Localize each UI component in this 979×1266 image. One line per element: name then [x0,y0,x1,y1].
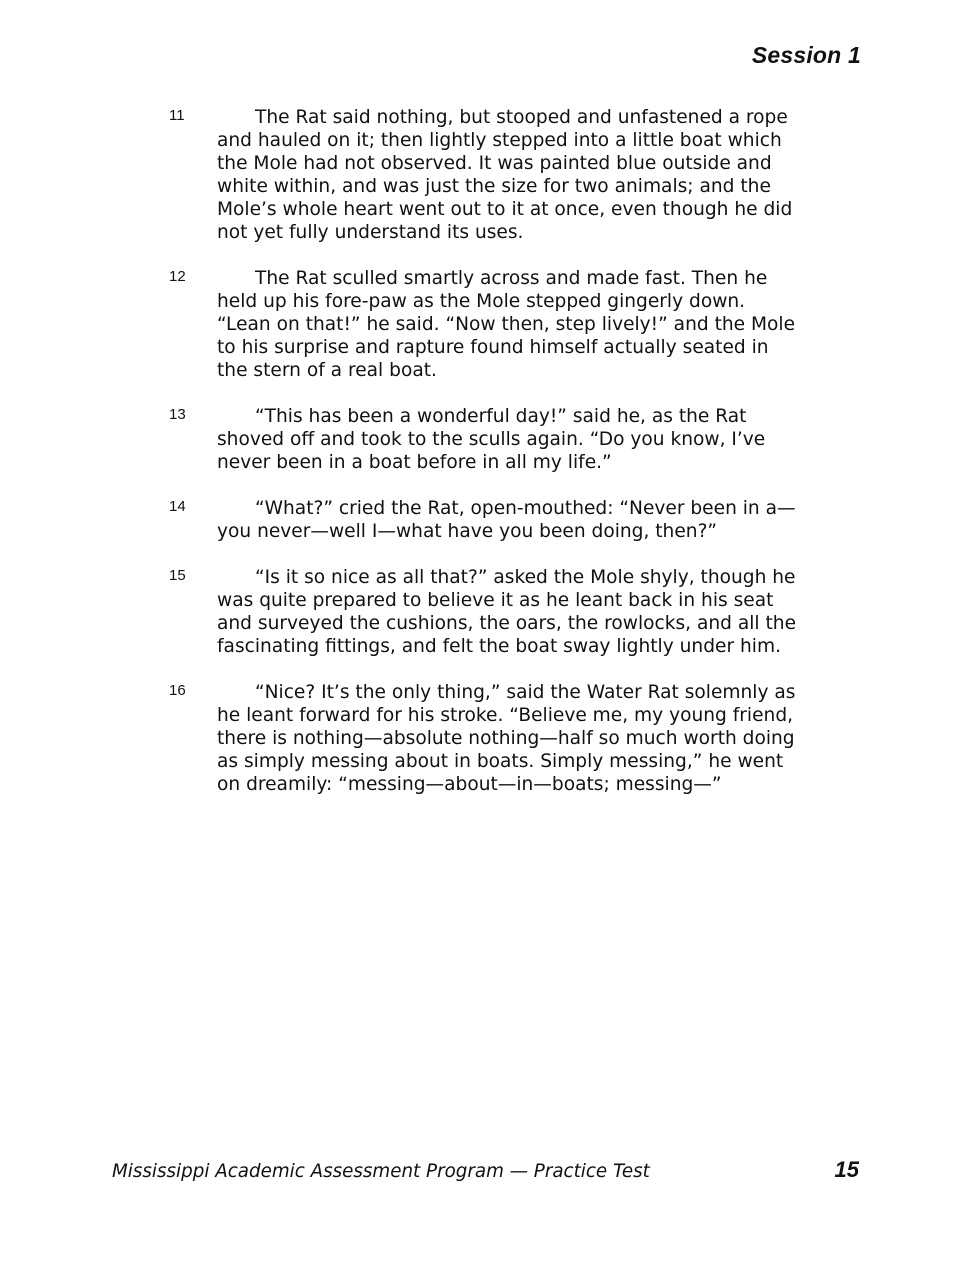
paragraph-text: The Rat said nothing, but stooped and unfastened a rope and hauled on it; then lightly stepped into a little boat which the Mole had not observed. It was painted blue outside and white within, and was just the size for two animals; and the Mole’s whole heart went out to it at once, even though he did not yet fully understand its uses. [217,107,793,243]
paragraph-text: The Rat sculled smartly across and made fast. Then he held up his fore-paw as the Mole stepped gingerly down. “Lean on that!” he said. “Now then, step lively!” and the Mole to his surprise and rapture found himself actually seated in the stern of a real boat. [217,268,796,381]
paragraph-text: “Is it so nice as all that?” asked the Mole shyly, though he was quite prepared to believe it as he leant back in his seat and surveyed the cushions, the oars, the rowlocks, and all the fascinating fittings, and felt the boat sway lightly under him. [217,567,797,657]
footer-program-title: Mississippi Academic Assessment Program — Practice Test [112,1161,650,1182]
page-number: 15 [834,1157,859,1182]
paragraph-number: 13 [169,406,186,423]
paragraph-13 [0,405,979,474]
paragraph-text: “This has been a wonderful day!” said he, as the Rat shoved off and took to the sculls again. “Do you know, I’ve never been in a boat before in all my life.” [217,406,766,473]
session-header: Session 1 [751,42,861,68]
paragraph-16 [0,681,979,796]
paragraph-14 [0,497,979,543]
paragraph-12 [0,267,979,382]
paragraph-number: 14 [169,498,186,515]
paragraph-11 [0,106,979,244]
paragraph-number: 16 [169,682,186,699]
paragraph-number: 15 [169,567,186,584]
paragraph-text: “What?” cried the Rat, open-mouthed: “Never been in a— you never—well I—what have you been doing, then?” [217,498,796,542]
reading-passage [0,106,979,819]
paragraph-15 [0,566,979,658]
paragraph-number: 12 [169,268,186,285]
paragraph-number: 11 [169,107,185,124]
paragraph-text: “Nice? It’s the only thing,” said the Water Rat solemnly as he leant forward for his stroke. “Believe me, my young friend, there is nothing—absolute nothing—half so much worth doing as simply messing about in boats. Simply messing,” he went on dreamily: “messing—about—in—boats; messing—” [217,682,796,795]
